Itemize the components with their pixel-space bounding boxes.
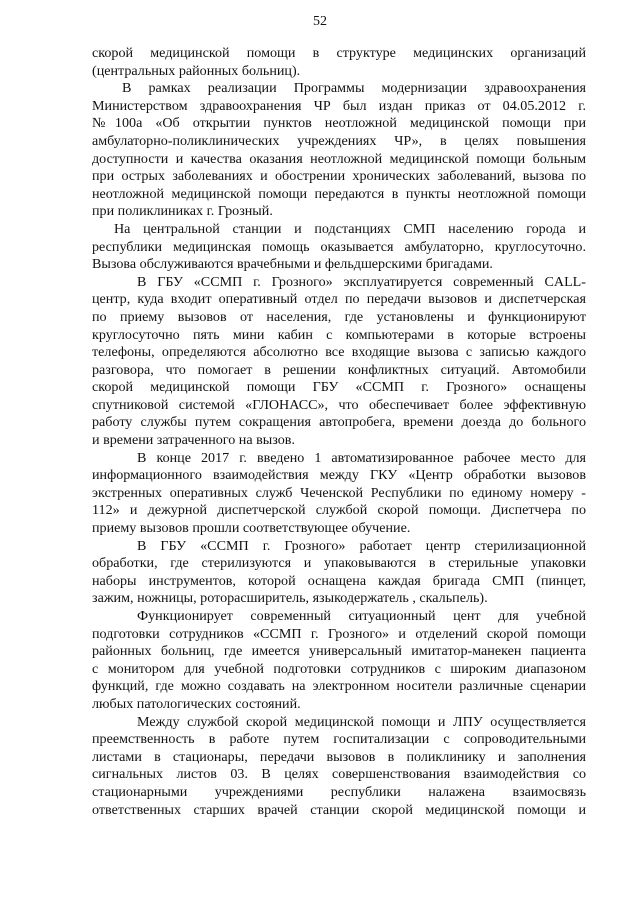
text-line: приему вызовов прошли соответствующее обучение.: [92, 520, 411, 537]
text-line: преемственность в работе путем госпитализации с сопроводительными: [92, 731, 586, 748]
text-line: скорой медицинской помощи ГБУ «ССМП г. Грозного» оснащены: [92, 379, 586, 396]
text-line: экстренных оперативных служб Чеченской Республики по единому номеру -: [92, 484, 586, 501]
text-line: Между службой скорой медицинской помощи и ЛПУ осуществляется: [137, 713, 586, 730]
paragraph-sterilization: [92, 538, 586, 608]
text-line: сигнальных листов 03. В целях совершенствования взаимодействия со: [92, 766, 586, 783]
text-line: наборы инструментов, которой оснащена каждая бригада СМП (пинцет,: [92, 572, 586, 589]
paragraph-continuity: [92, 714, 586, 820]
text-line: телефоны, определяются абсолютно все входящие вызова с записью каждого: [92, 344, 586, 361]
text-line: амбулаторно-поликлинических учреждениях ЧР», в целях повышения: [92, 132, 586, 149]
text-line: республики медицинская помощь оказывается амбулаторно, круглосуточно.: [92, 238, 586, 255]
text-line: разговора, что помогает в решении конфликтных ситуаций. Автомобили: [92, 361, 586, 378]
text-line: информационного взаимодействия между ГКУ «Центр обработки вызовов: [92, 467, 586, 484]
text-line: зажим, ножницы, роторасширитель, языкодержатель , скальпель).: [92, 590, 488, 607]
text-line: стационарными учреждениями республики налажена взаимосвязь: [92, 783, 586, 800]
text-line: функций, где можно создавать на электронном носители различные сценарии: [92, 678, 586, 695]
text-line: и времени затраченного на вызов.: [92, 432, 295, 449]
text-line: листами в стационары, передачи вызовов в поликлинику и заполнения: [92, 748, 586, 765]
paragraph-training-center: [92, 608, 586, 714]
text-line: спутниковой системой «ГЛОНАСС», что обеспечивает более эффективную: [92, 396, 586, 413]
text-line: с монитором для учебной подготовки сотрудников с широким диапазоном: [92, 660, 586, 677]
text-line: обработки, где стерилизуются и упаковываются в стерильные упаковки: [92, 555, 586, 572]
paragraph-call-center: [92, 274, 586, 450]
text-line: при поликлиниках г. Грозный.: [92, 203, 273, 220]
text-line: Функционирует современный ситуационный цент для учебной: [137, 608, 586, 624]
text-line: В рамках реализации Программы модернизации здравоохранения: [122, 80, 586, 97]
paragraph-central-station: [92, 221, 586, 274]
text-line: любых патологических состояний.: [92, 695, 301, 712]
text-line: (центральных районных больниц).: [92, 62, 301, 79]
text-line: На центральной станции и подстанциях СМП населению города и: [114, 220, 586, 237]
text-line: подготовки сотрудников «ССМП г. Грозного» и отделений скорой помощи: [92, 625, 586, 642]
text-line: №100а «Об открытии пунктов неотложной медицинской помощи при: [92, 115, 586, 132]
text-line: скорой медицинской помощи в структуре медицинских организаций: [92, 45, 586, 61]
text-line: по приему вызовов от населения, где установлены и функционируют: [92, 308, 586, 325]
text-line: при острых заболеваниях и обострении хронических заболеваний, вызова по: [92, 168, 586, 185]
page-number: 52: [313, 14, 327, 29]
text-line: доступности и качества оказания неотложной медицинской помощи больным: [92, 150, 586, 167]
text-line: неотложной медицинской помощи передаются в пункты неотложной помощи: [92, 185, 586, 202]
text-line: районных больниц, где имеется универсальный имитатор-манекен пациента: [92, 643, 586, 660]
text-line: 112» и дежурной диспетчерской службой скорой помощи. Диспетчера по: [92, 502, 586, 519]
paragraph-modernization: [92, 80, 586, 221]
text-line: круглосуточно пять мини кабин с компьютерами в которые встроены: [92, 326, 586, 343]
text-line: В ГБУ «ССМП г. Грозного» работает центр стерилизационной: [137, 537, 586, 554]
text-line: центр, куда входит оперативный отдел по передачи вызовов и диспетчерская: [92, 291, 586, 308]
text-line: Вызова обслуживаются врачебными и фельдшерскими бригадами.: [92, 256, 493, 273]
paragraph-workstation: [92, 450, 586, 538]
text-line: Министерством здравоохранения ЧР был издан приказ от 04.05.2012 г.: [92, 97, 586, 114]
paragraph-continuation: [92, 45, 586, 80]
document-body: [92, 45, 586, 819]
text-line: работу службы путем сокращения автопробега, времени доезда до больного: [92, 414, 586, 431]
text-line: В ГБУ «ССМП г. Грозного» эксплуатируется современный CALL-: [137, 273, 586, 290]
text-line: ответственных старших врачей станции скорой медицинской помощи и: [92, 801, 586, 818]
text-line: В конце 2017 г. введено 1 автоматизированное рабочее место для: [137, 449, 586, 466]
